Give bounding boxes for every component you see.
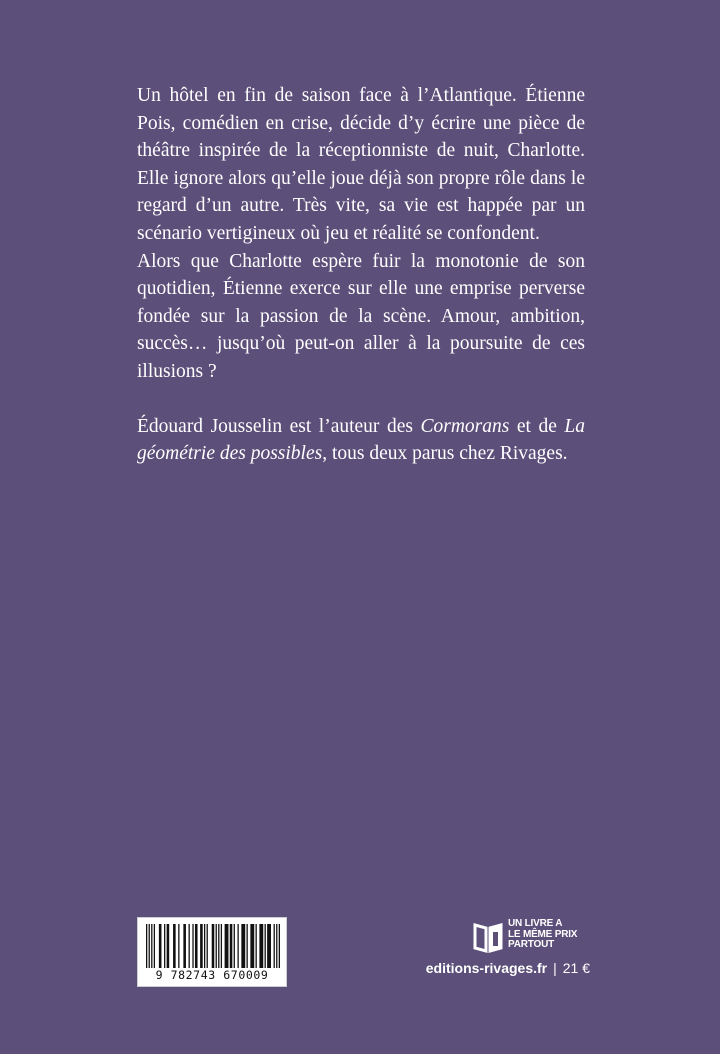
barcode-bar: [154, 924, 155, 968]
barcode-bars-icon: [146, 924, 280, 968]
barcode-bar: [159, 924, 162, 968]
author-bio-part-3: , tous deux parus chez Rivages.: [322, 443, 568, 465]
blurb-paragraph-1: Un hôtel en fin de saison face à l’Atlantique. Étienne Pois, comédien en crise, décide d’y écrire une pièce de théâtre inspirée de la réceptionniste de nuit, Charlotte. Elle ignore alors qu’elle joue déjà son propre rôle dans le regard d’un autre. Très vite, sa vie est happée par un scénario vertigineux où jeu et réalité se confondent.: [137, 85, 585, 244]
prix-line-2: LE MÊME PRIX: [508, 928, 578, 940]
author-book-title-2: La géométrie des possibles: [137, 415, 586, 465]
blurb-paragraph-2: Alors que Charlotte espère fuir la monotonie de son quotidien, Étienne exerce sur elle une emprise perverse fondée sur la passion de la scène. Amour, ambition, succès… jusqu’où peut-on aller à la poursuite de ces illusions ?: [137, 250, 585, 382]
author-bio-part-1: Édouard Jousselin est l’auteur des: [137, 415, 421, 437]
barcode-bar: [276, 924, 277, 968]
barcode-bar: [267, 924, 271, 968]
barcode-bar: [274, 924, 275, 968]
barcode-bar: [164, 924, 165, 968]
barcode-bar: [256, 924, 257, 968]
footer-separator: |: [553, 960, 557, 976]
barcode-bar: [204, 924, 205, 968]
barcode-bar: [247, 924, 248, 968]
author-bio: [137, 413, 585, 468]
barcode-bar: [234, 924, 235, 968]
barcode-bar: [200, 924, 203, 968]
barcode-bar: [216, 924, 217, 968]
barcode-bar: [173, 924, 176, 968]
barcode-bar: [178, 924, 179, 968]
barcode-bar: [192, 924, 193, 968]
barcode-bar: [250, 924, 254, 968]
isbn-digits: 9 782743 670009: [155, 968, 269, 982]
barcode-bar: [218, 924, 219, 968]
author-book-title-1: Cormorans: [420, 415, 510, 437]
barcode-bar: [221, 924, 222, 968]
barcode-bar: [146, 924, 147, 968]
barcode-bar: [189, 924, 190, 968]
barcode-bar: [167, 924, 170, 968]
barcode-bar: [230, 924, 233, 968]
barcode-bar: [207, 924, 208, 968]
barcode-bar: [241, 924, 245, 968]
barcode-bar: [225, 924, 229, 968]
barcode-bar: [212, 924, 215, 968]
barcode-bar: [237, 924, 238, 968]
isbn-barcode: [137, 917, 287, 987]
barcode-bar: [183, 924, 186, 968]
publisher-website: editions-rivages.fr: [425, 960, 548, 976]
back-cover-blurb: [137, 82, 585, 468]
prix-unique-logo: [472, 919, 592, 955]
prix-line-3: PARTOUT: [508, 939, 555, 950]
barcode-bar: [195, 924, 198, 968]
prix-line-1: UN LIVRE A: [508, 918, 563, 929]
prix-unique-text: [508, 919, 577, 951]
open-book-icon: [472, 921, 504, 953]
barcode-bar: [151, 924, 152, 968]
barcode-bar: [279, 924, 280, 968]
barcode-bar: [259, 924, 263, 968]
barcode-bar: [149, 924, 150, 968]
author-bio-part-2: et de: [509, 415, 565, 437]
book-price: 21 €: [562, 960, 590, 976]
barcode-bar: [265, 924, 266, 968]
publisher-footer: [400, 960, 590, 976]
